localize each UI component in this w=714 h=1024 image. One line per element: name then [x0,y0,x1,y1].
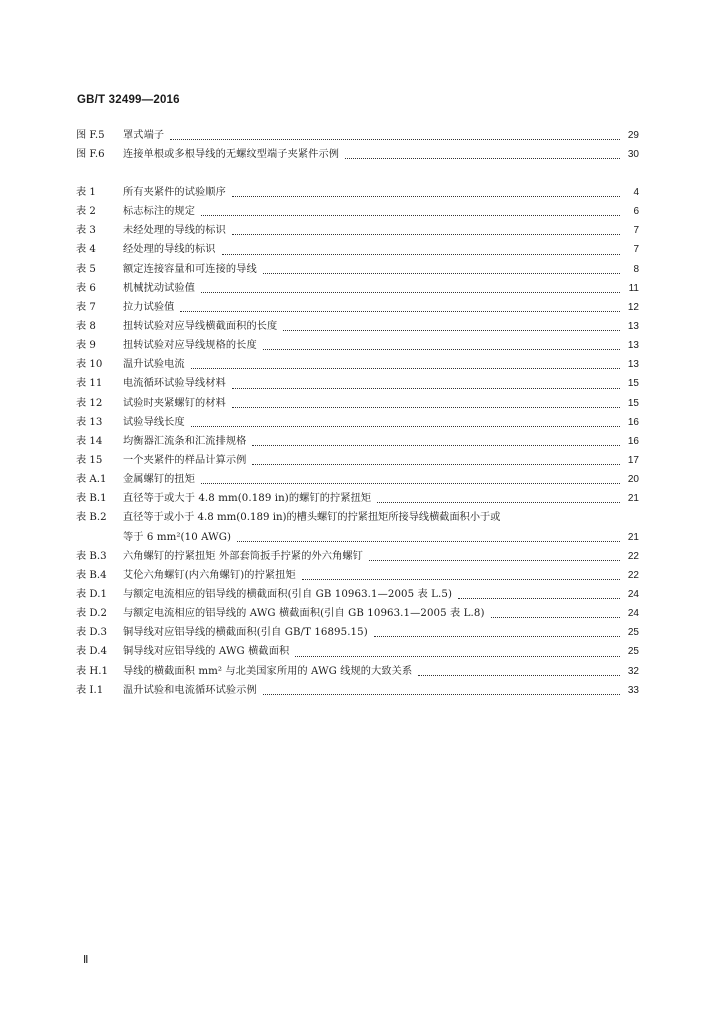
dot-leader [232,406,620,408]
toc-page-number: 21 [627,531,639,543]
toc-title: 经处理的导线的标识 [123,244,216,256]
toc-title: 温升试验电流 [123,359,185,371]
figure-list [76,126,639,164]
toc-label: 表 5 [76,263,96,275]
toc-page-number: 11 [628,282,639,294]
toc-label: 表 D.2 [76,608,107,620]
toc-label: 图 F.5 [76,130,105,141]
toc-page-number: 15 [627,397,639,409]
dot-leader [377,501,620,503]
toc-title: 温升试验和电流循环试验示例 [123,684,257,696]
toc-title: 铜导线对应铝导线的横截面积(引自 GB/T 16895.15) [123,627,368,639]
dot-leader [263,348,620,350]
toc-entry-table-b3[interactable] [76,547,639,566]
toc-entry-table-d1[interactable] [76,585,639,604]
dot-leader [302,578,620,580]
toc-entry-table-3[interactable] [76,221,639,240]
toc-page-number: 4 [633,187,639,198]
toc-label: 表 10 [76,359,103,371]
dot-leader [491,616,620,618]
toc-title: 直径等于或小于 4.8 mm(0.189 in)的槽头螺钉的拧紧扭矩所接导线横截面积小于或 [123,512,501,524]
toc-entry-table-5[interactable] [76,260,639,279]
dot-leader [252,444,620,446]
toc-entry-table-9[interactable] [76,336,639,355]
toc-label: 表 3 [76,225,96,237]
dot-leader [263,693,620,695]
toc-entry-table-10[interactable] [76,355,639,374]
toc-label: 表 D.3 [76,627,107,639]
toc-label: 表 D.1 [76,588,107,600]
toc-title: 标志标注的规定 [123,206,196,218]
toc-title: 扭转试验对应导线横截面积的长度 [123,320,278,332]
toc-entry-table-8[interactable] [76,317,639,336]
dot-leader [232,387,620,389]
toc-title: 拉力试验值 [123,301,175,313]
toc-entry-figure-f5[interactable] [76,126,639,145]
toc-title: 机械扰动试验值 [123,282,196,294]
toc-page-number: 22 [627,550,639,562]
toc-page-number: 33 [627,684,639,696]
toc-title: 试验时夹紧螺钉的材料 [123,397,226,409]
dot-leader [232,195,620,197]
toc-label: 表 9 [76,340,96,352]
dot-leader [201,482,620,484]
dot-leader [263,272,620,274]
toc-title-continuation-row [123,528,639,547]
dot-leader [345,157,620,159]
toc-title: 所有夹紧件的试验顺序 [123,187,226,198]
toc-title: 六角螺钉的拧紧扭矩 外部套筒扳手拧紧的外六角螺钉 [123,550,363,562]
standard-code: GB/T 32499—2016 [77,94,180,106]
toc-title: 与额定电流相应的铝导线的横截面积(引自 GB 10963.1—2005 表 L.5) [123,588,453,600]
toc-label: 表 14 [76,435,103,447]
toc-entry-table-2[interactable] [76,202,639,221]
dot-leader [191,367,620,369]
toc-label: 表 11 [76,378,103,390]
toc-entry-table-a1[interactable] [76,470,639,489]
toc-label: 表 13 [76,416,103,428]
dot-leader [222,253,620,255]
toc-entry-table-i1[interactable] [76,681,639,700]
toc-title: 未经处理的导线的标识 [123,225,226,237]
toc-page-number: 20 [627,474,639,486]
toc-entry-table-h1[interactable] [76,662,639,681]
toc-entry-table-11[interactable] [76,374,639,393]
toc-page-number: 7 [633,225,639,237]
dot-leader [374,635,620,637]
dot-leader [201,291,620,293]
toc-page-number: 22 [627,569,639,581]
toc-label: 表 D.4 [76,646,107,658]
toc-entry-table-d2[interactable] [76,604,639,623]
toc-page-number: 21 [627,493,639,505]
toc-page-number: 13 [627,359,639,371]
toc-label: 表 I.1 [76,684,104,696]
toc-page-number: 17 [627,454,639,466]
dot-leader [191,425,620,427]
toc-label: 表 12 [76,397,103,409]
toc-page-number: 6 [633,206,639,218]
toc-page-number: 30 [627,149,639,161]
dot-leader [252,463,620,465]
toc-title: 试验导线长度 [123,416,185,428]
toc-entry-table-d4[interactable] [76,642,639,661]
dot-leader [295,655,620,657]
toc-title: 直径等于或大于 4.8 mm(0.189 in)的螺钉的拧紧扭矩 [123,493,372,505]
toc-page-number: 16 [627,416,639,428]
toc-entry-table-13[interactable] [76,413,639,432]
table-list [76,183,639,700]
toc-label: 表 B.2 [76,512,107,524]
toc-label: 表 A.1 [76,474,107,486]
toc-page-number: 24 [627,608,639,620]
toc-entry-table-7[interactable] [76,298,639,317]
toc-label: 表 15 [76,454,103,466]
toc-page-number: 7 [633,244,639,256]
toc-label: 表 8 [76,320,96,332]
toc-title: 连接单根或多根导线的无螺纹型端子夹紧件示例 [123,149,340,161]
toc-label: 表 7 [76,301,96,313]
toc-page-number: 13 [627,320,639,332]
dot-leader [418,674,620,676]
toc-label: 表 1 [76,187,96,198]
toc-page-number: 15 [627,378,639,390]
toc-label: 表 H.1 [76,665,109,677]
toc-title: 额定连接容量和可连接的导线 [123,263,257,275]
dot-leader [458,597,620,599]
dot-leader [180,310,620,312]
toc-title: 罩式端子 [123,130,165,141]
toc-title: 一个夹紧件的样品计算示例 [123,454,247,466]
footer-page-number: Ⅱ [83,954,89,966]
toc-entry-table-4[interactable] [76,240,639,259]
toc-entry-table-b1[interactable] [76,489,639,508]
toc-label: 表 B.4 [76,569,107,581]
toc-entry-table-12[interactable] [76,394,639,413]
toc-title: 铜导线对应铝导线的 AWG 横截面积 [123,646,290,658]
toc-title: 均衡器汇流条和汇流排规格 [123,435,247,447]
toc-page-number: 16 [627,435,639,447]
toc-title-wrap [123,508,639,546]
toc-title: 艾伦六角螺钉(内六角螺钉)的拧紧扭矩 [123,569,296,581]
dot-leader [201,214,620,216]
toc-title-continuation: 等于 6 mm²(10 AWG) [123,531,232,543]
toc-page-number: 25 [627,627,639,639]
toc-entry-table-15[interactable] [76,451,639,470]
toc-entry-table-d3[interactable] [76,623,639,642]
toc-title: 电流循环试验导线材料 [123,378,226,390]
toc-page-number: 13 [627,340,639,352]
dot-leader [170,138,620,140]
toc-label: 表 B.3 [76,550,107,562]
toc-title: 与额定电流相应的铝导线的 AWG 横截面积(引自 GB 10963.1—2005 表 L.8) [123,608,485,620]
toc-label: 表 4 [76,244,96,256]
dot-leader [283,329,620,331]
dot-leader [232,233,620,235]
toc-page-number: 8 [633,263,639,275]
toc-label: 表 6 [76,282,96,294]
toc-page-number: 24 [627,588,639,600]
toc-entry-table-6[interactable] [76,279,639,298]
toc-label: 表 2 [76,206,96,218]
toc-title: 导线的横截面积 mm² 与北美国家所用的 AWG 线规的大致关系 [123,665,413,677]
toc-entry-table-14[interactable] [76,432,639,451]
dot-leader [237,540,620,542]
toc-entry-figure-f6[interactable] [76,145,639,164]
toc-title: 扭转试验对应导线规格的长度 [123,340,257,352]
toc-entry-table-b2[interactable] [76,508,639,546]
toc-title: 金属螺钉的扭矩 [123,474,196,486]
dot-leader [369,559,620,561]
toc-page-number: 29 [627,130,639,141]
toc-entry-table-b4[interactable] [76,566,639,585]
toc-page-number: 25 [627,646,639,658]
toc-label: 表 B.1 [76,493,107,505]
toc-entry-table-1[interactable] [76,183,639,202]
toc-page-number: 12 [627,301,639,313]
toc-page-number: 32 [627,665,639,677]
toc-label: 图 F.6 [76,149,105,161]
